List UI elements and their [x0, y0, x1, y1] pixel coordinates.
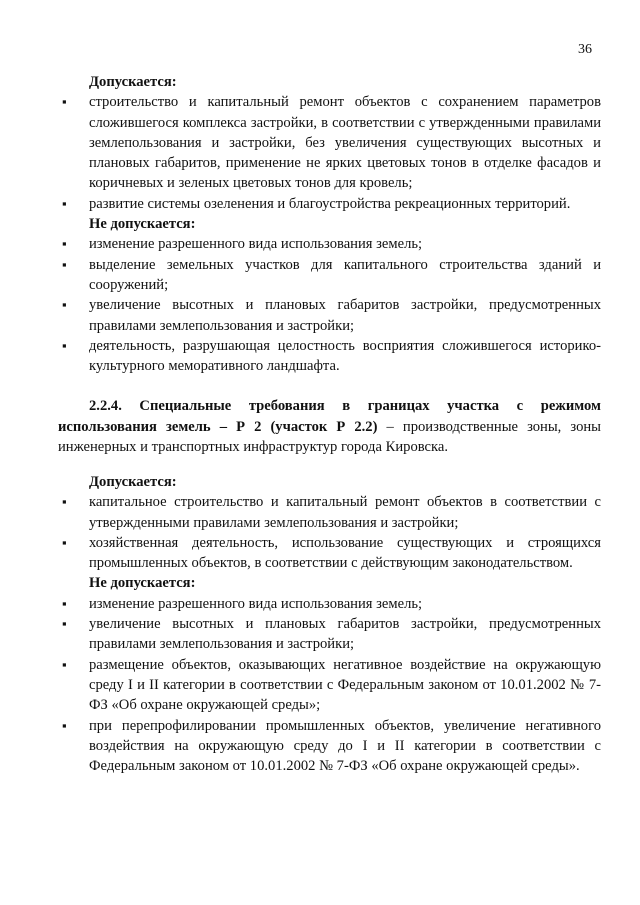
forbidden-list-1: [58, 234, 601, 376]
section-2-2-4: [58, 396, 601, 457]
list-item: ▪ изменение разрешенного вида использования земель;: [58, 234, 601, 254]
list-item: ▪ выделение земельных участков для капитального строительства зданий и сооружений;: [58, 255, 601, 296]
list-item: ▪ увеличение высотных и плановых габаритов застройки, предусмотренных правилами землепользования и застройки;: [58, 295, 601, 336]
list-item: ▪ хозяйственная деятельность, использование существующих и строящихся промышленных объектов, в соответствии с действующим законодательством.: [58, 533, 601, 574]
page-number: 36: [578, 42, 592, 57]
list-item: ▪ капитальное строительство и капитальный ремонт объектов в соответствии с утвержденными правилами землепользования и застройки;: [58, 492, 601, 533]
list-item: ▪ деятельность, разрушающая целостность восприятия сложившегося историко-культурного меморативного ландшафта.: [58, 336, 601, 377]
forbidden-heading-2: Не допускается:: [89, 575, 196, 592]
list-item: ▪ развитие системы озеленения и благоустройства рекреационных территорий.: [58, 194, 601, 214]
allowed-list-1: [58, 92, 601, 214]
list-item: ▪ изменение разрешенного вида использования земель;: [58, 594, 601, 614]
section-description: – производственные зоны, зоны инженерных и транспортных инфраструктур города Кировска.: [58, 418, 601, 456]
forbidden-heading-1: Не допускается:: [89, 216, 196, 233]
document-body: [58, 72, 601, 776]
allowed-heading-2: Допускается:: [89, 473, 177, 490]
forbidden-list-2: [58, 594, 601, 777]
list-item: ▪ при перепрофилировании промышленных объектов, увеличение негативного воздействия на окружающую среду до I и II категории в соответствии с Федеральным законом от 10.01.2002 № 7-ФЗ «Об охране окружающей среды».: [58, 716, 601, 777]
list-item: ▪ увеличение высотных и плановых габаритов застройки, предусмотренных правилами землепользования и застройки;: [58, 614, 601, 655]
allowed-list-2: [58, 492, 601, 573]
section-title: 2.2.4. Специальные требования в границах участка с режимом использования земель – Р 2 (участок Р 2.2): [58, 398, 601, 435]
allowed-heading-1: Допускается:: [89, 74, 177, 90]
list-item: ▪ размещение объектов, оказывающих негативное воздействие на окружающую среду I и II категории в соответствии с Федеральным законом от 10.01.2002 № 7-ФЗ «Об охране окружающей среды»;: [58, 655, 601, 716]
list-item: ▪ строительство и капитальный ремонт объектов с сохранением параметров сложившегося комплекса застройки, в соответствии с утвержденными правилами землепользования и застройки, без увеличения существующих высотных и плановых габаритов, применение не ярких цветовых тонов в отделке фасадов и коричневых и зеленых цветовых тонов для кровель;: [58, 92, 601, 193]
